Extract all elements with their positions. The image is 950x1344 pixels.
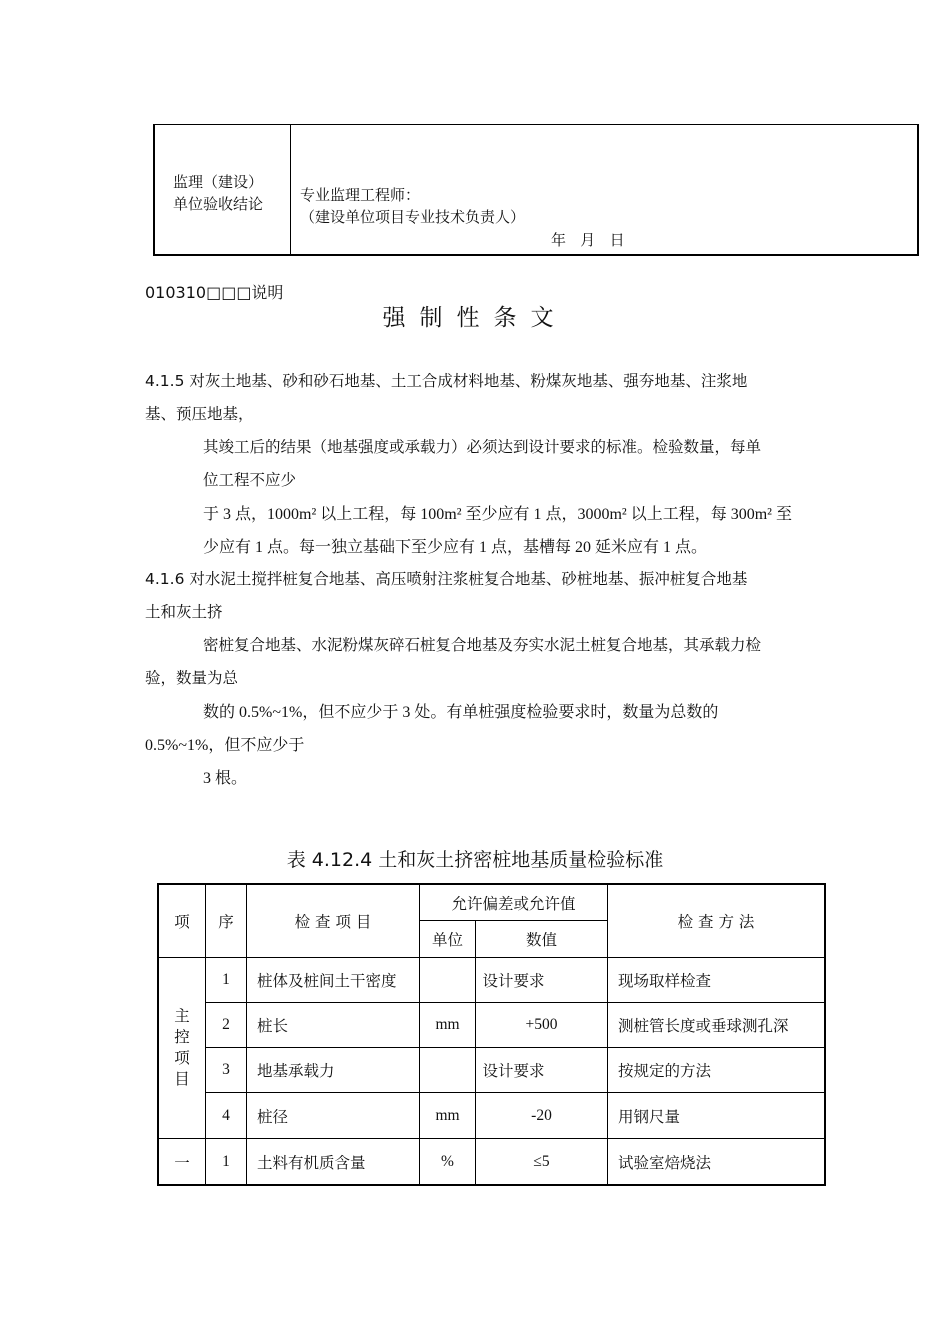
acceptance-signoff-table — [153, 124, 919, 256]
header-item: 检 查 项 目 — [294, 913, 372, 931]
row5-item: 土料有机质含量 — [257, 1153, 366, 1172]
row2-item: 桩长 — [257, 1017, 289, 1035]
row4-seq: 4 — [222, 1106, 230, 1124]
row4-unit: mm — [435, 1106, 460, 1124]
group-main-control: 主 控 项 目 — [174, 1007, 190, 1088]
header-unit: 单位 — [431, 931, 463, 949]
row2-method: 测桩管长度或垂球测孔深 — [618, 1017, 789, 1035]
signoff-label-line1: 监理（建设） — [173, 173, 264, 191]
row2-unit: mm — [435, 1016, 460, 1033]
row4-value: -20 — [531, 1106, 552, 1124]
signoff-label-cell — [155, 125, 291, 254]
row3-requirement: 设计要求 — [482, 1062, 545, 1080]
clause-4-1-5-line2: 基、预压地基， — [145, 405, 254, 423]
page-title: 强制性条文 — [382, 305, 568, 331]
clause-4-1-6-line3: 密桩复合地基、水泥粉煤灰碎石桩复合地基及夯实水泥土桩复合地基，其承载力检 — [203, 636, 762, 654]
clause-4-1-6-line5: 数的 0.5%~1%，但不应少于 3 处。有单桩强度检验要求时，数量为总数的 — [203, 704, 719, 721]
header-value: 数值 — [525, 931, 557, 949]
header-tolerance: 允许偏差或允许值 — [451, 894, 576, 913]
clause-4-1-6-line1: 4.1.6 对水泥土搅拌桩复合地基、高压喷射注浆桩复合地基、砂桩地基、振冲桩复合地基 — [145, 570, 748, 588]
header-method: 检 查 方 法 — [677, 913, 755, 931]
clause-4-1-6-line4: 验，数量为总 — [145, 669, 239, 687]
clause-4-1-5-line1: 4.1.5 对灰土地基、砂和砂石地基、土工合成材料地基、粉煤灰地基、强夯地基、注浆地 — [145, 372, 748, 390]
row1-seq: 1 — [222, 971, 230, 988]
row3-method: 按规定的方法 — [618, 1062, 712, 1080]
row3-seq: 3 — [222, 1061, 230, 1078]
clause-4-1-5-line6: 少应有 1 点。每一独立基础下至少应有 1 点，基槽每 20 延米应有 1 点。 — [203, 539, 708, 556]
clause-4-1-5-line4: 位工程不应少 — [203, 471, 297, 489]
quality-standard-table — [157, 883, 826, 1186]
row2-value: +500 — [525, 1016, 558, 1033]
header-category: 项 — [174, 913, 190, 931]
clause-4-1-5-line3: 其竣工后的结果（地基强度或承载力）必须达到设计要求的标准。检验数量，每单 — [203, 438, 762, 456]
row4-item: 桩径 — [257, 1107, 289, 1126]
date-label: 年 月 日 — [551, 231, 625, 249]
engineer-label: 专业监理工程师： — [300, 186, 421, 204]
clause-4-1-6-line6: 0.5%~1%，但不应少于 — [145, 737, 305, 754]
clause-4-1-6-line7: 3 根。 — [203, 770, 248, 787]
row5-unit: % — [441, 1152, 454, 1170]
row1-requirement: 设计要求 — [482, 972, 545, 990]
row3-item: 地基承载力 — [257, 1062, 335, 1080]
row5-method: 试验室焙烧法 — [618, 1153, 712, 1172]
row1-method: 现场取样检查 — [618, 972, 712, 990]
row2-seq: 2 — [222, 1016, 230, 1033]
row5-value: ≤5 — [533, 1152, 550, 1170]
row5-seq: 1 — [222, 1152, 230, 1170]
doc-code: 010310□□□说明 — [145, 283, 284, 302]
header-seq: 序 — [218, 913, 234, 931]
signoff-label-line2: 单位验收结论 — [173, 195, 264, 213]
clause-4-1-5-line5: 于 3 点，1000m² 以上工程，每 100m² 至少应有 1 点，3000m² 以上工程，每 300m² 至 — [203, 506, 792, 523]
table-title: 表 4.12.4 土和灰土挤密桩地基质量检验标准 — [286, 849, 664, 871]
owner-label: （建设单位项目专业技术负责人） — [300, 208, 526, 226]
row4-method: 用钢尺量 — [618, 1107, 681, 1126]
row1-item: 桩体及桩间土干密度 — [257, 972, 397, 990]
group-general: 一 — [174, 1153, 190, 1172]
clause-4-1-6-line2: 土和灰土挤 — [145, 603, 223, 621]
